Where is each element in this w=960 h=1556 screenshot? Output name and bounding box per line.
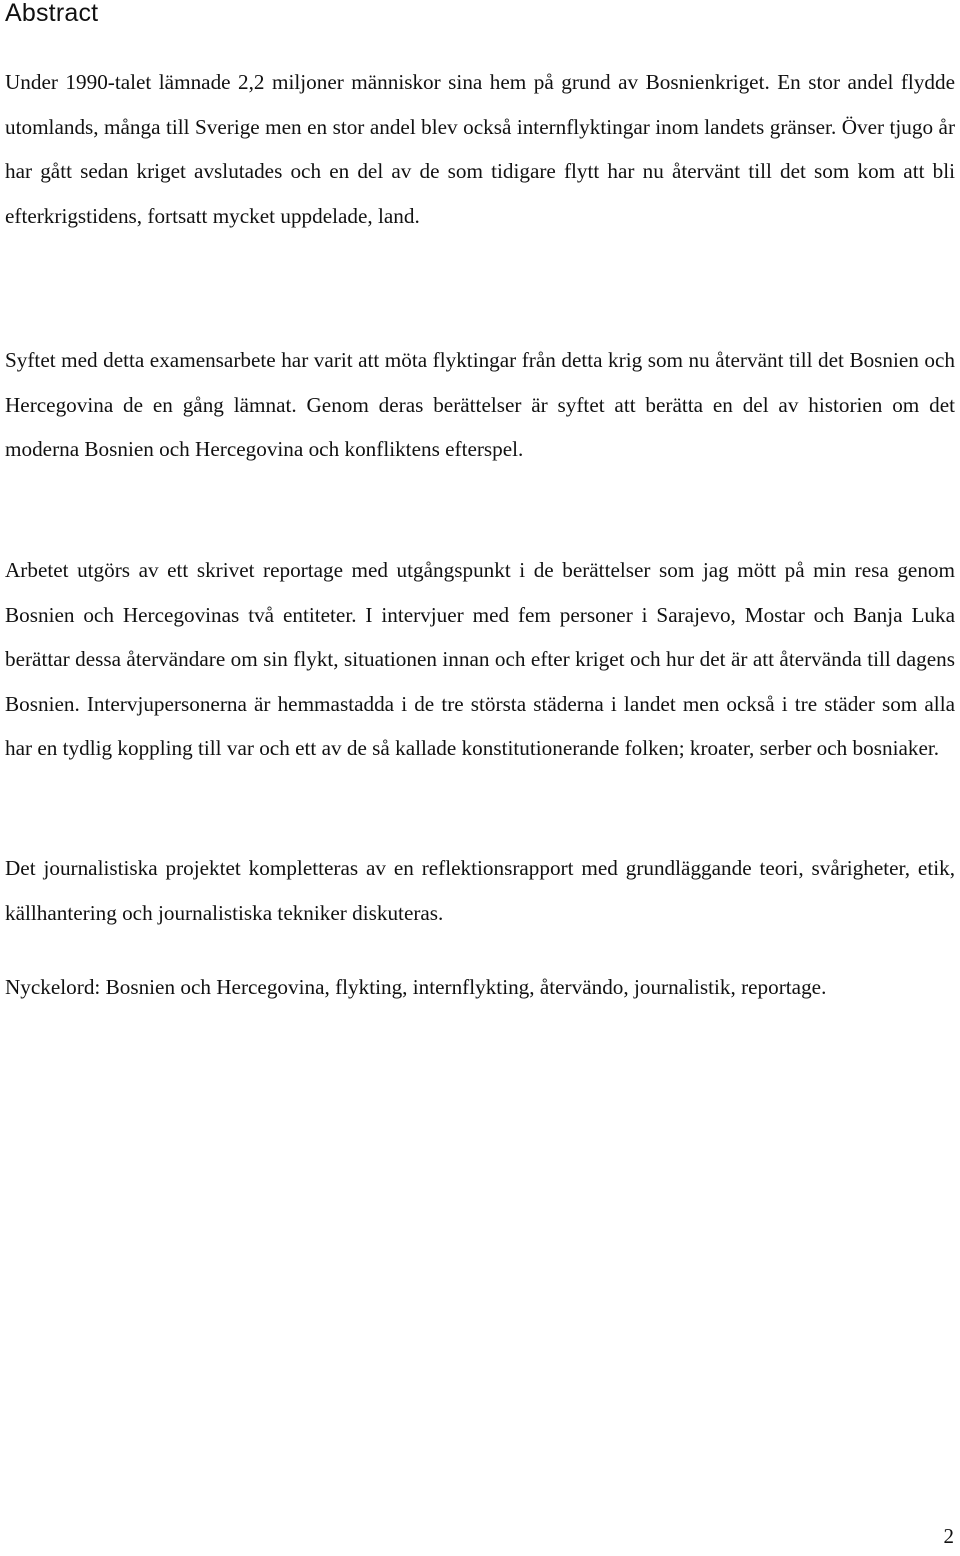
section-heading: Abstract <box>5 0 99 27</box>
abstract-paragraph-3: Arbetet utgörs av ett skrivet reportage med utgångspunkt i de berättelser som jag mött på min resa genom Bosnien och Hercegovinas två entiteter. I intervjuer med fem personer i Sarajevo, Mostar och Banja Luka berättar dessa återvändare om sin flykt, situationen innan och efter kriget och hur det är att återvända till dagens Bosnien. Intervjupersonerna är hemmastadda i de tre största städerna i landet men också i tre städer som alla har en tydlig koppling till var och ett av de så kallade konstitutionerande folken; kroater, serber och bosniaker. <box>5 558 955 760</box>
document-page <box>5 0 955 999</box>
abstract-paragraph-2: Syftet med detta examensarbete har varit att möta flyktingar från detta krig som nu återvänt till det Bosnien och Hercegovina de en gång lämnat. Genom deras berättelser är syftet att berätta en del av historien om det moderna Bosnien och Hercegovina och konfliktens efterspel. <box>5 348 955 461</box>
abstract-paragraph-1: Under 1990-talet lämnade 2,2 miljoner människor sina hem på grund av Bosnienkriget. En stor andel flydde utomlands, många till Sverige men en stor andel blev också internflyktingar inom landets gränser. Över tjugo år har gått sedan kriget avslutades och en del av de som tidigare flytt har nu återvänt till det som kom att bli efterkrigstidens, fortsatt mycket uppdelade, land. <box>5 70 955 228</box>
page-number: 2 <box>943 1524 954 1548</box>
abstract-paragraph-4: Det journalistiska projektet kompletteras av en reflektionsrapport med grundläggande teori, svårigheter, etik, källhantering och journalistiska tekniker diskuteras. <box>5 856 955 925</box>
keywords-paragraph: Nyckelord: Bosnien och Hercegovina, flykting, internflykting, återvändo, journalistik, reportage. <box>5 975 827 999</box>
